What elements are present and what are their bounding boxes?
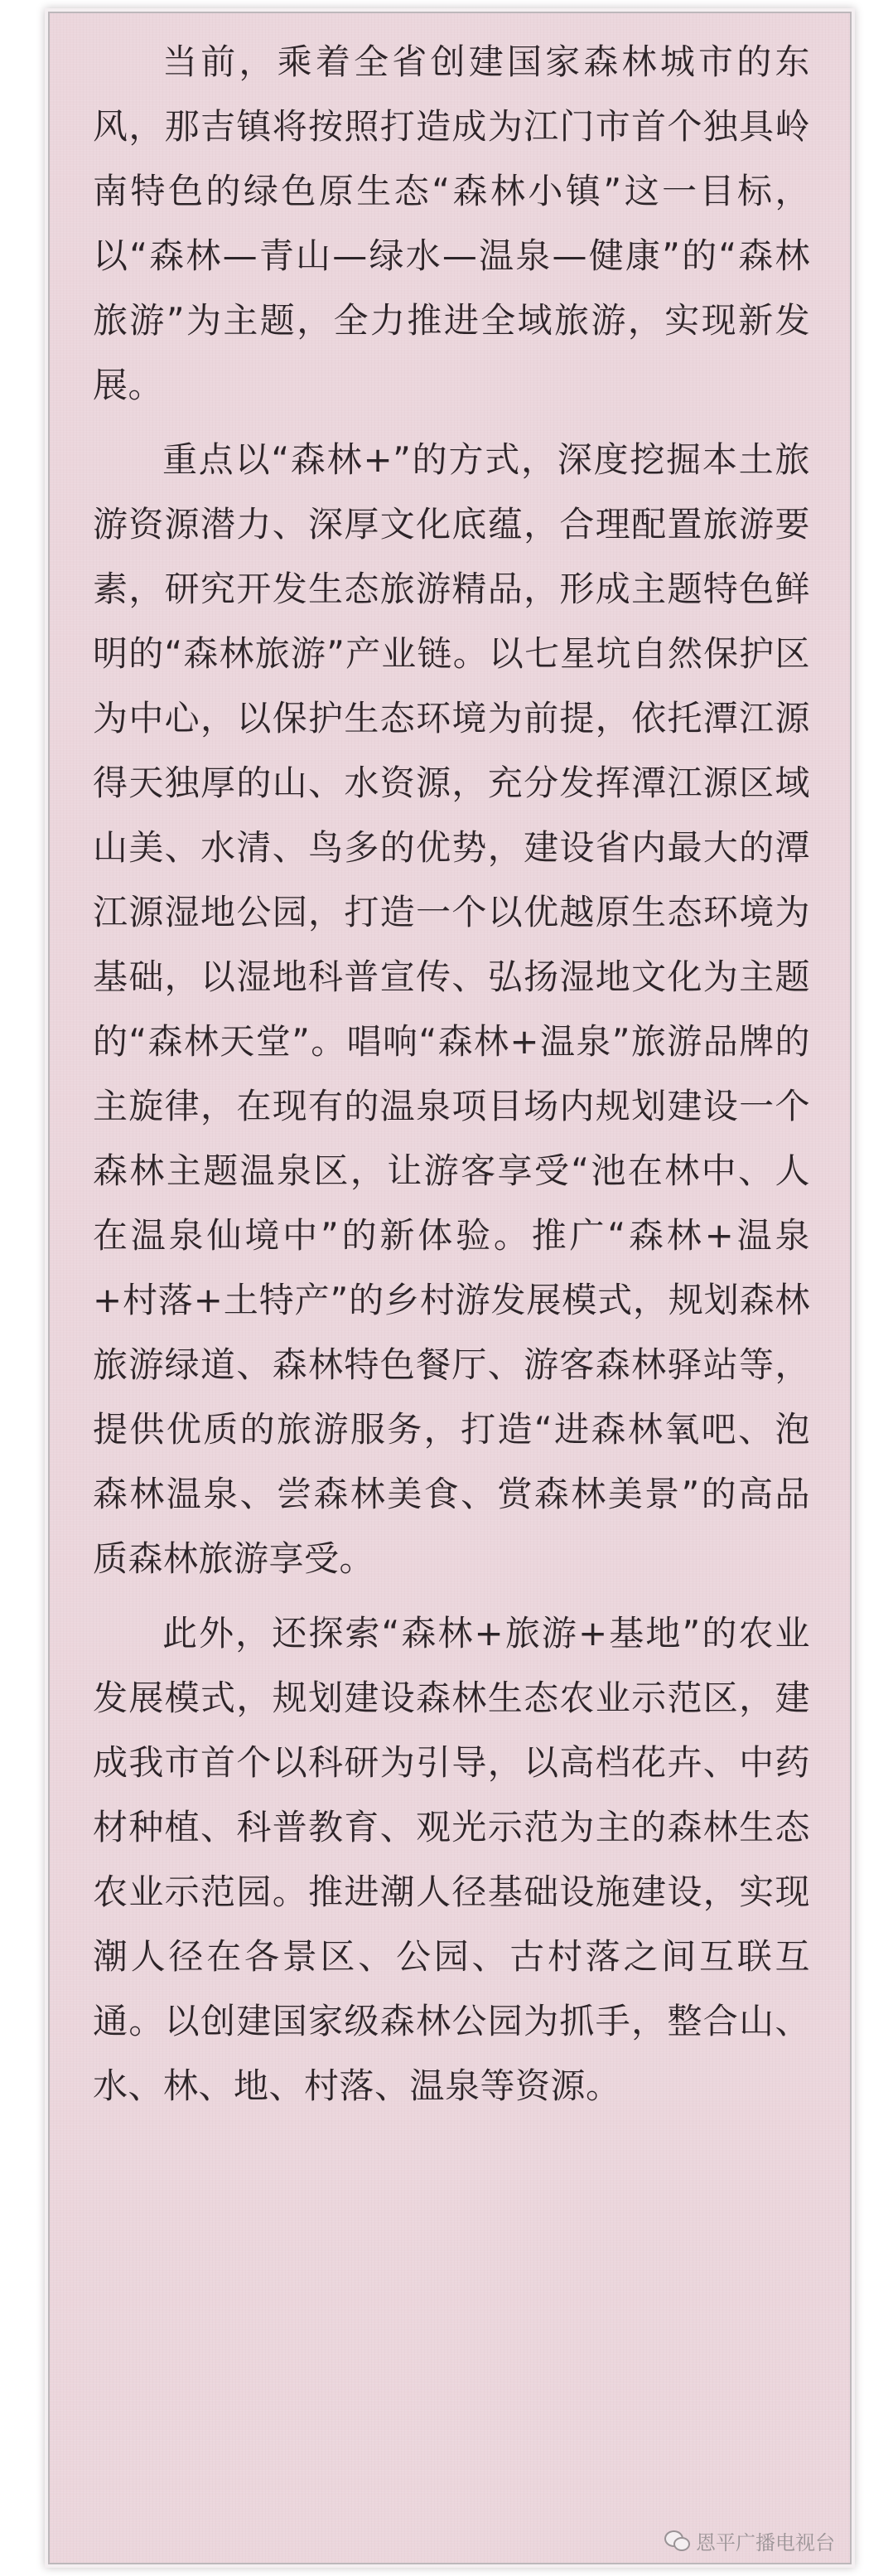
watermark-text: 恩平广播电视台: [696, 2531, 835, 2554]
watermark: [664, 2526, 835, 2555]
article-frame: [48, 12, 852, 2564]
paragraph-3: 此外，还探索“森林+旅游+基地”的农业发展模式，规划建设森林生态农业示范区，建成我市首个以科研为引导，以高档花卉、中药材种植、科普教育、观光示范为主的森林生态农业示范园。推进潮人径基础设施建设，实现潮人径在各景区、公园、古村落之间互联互通。以创建国家级森林公园为抓手，整合山、水、林、地、村落、温泉等资源。: [93, 1613, 810, 2106]
paragraph-2: 重点以“森林+”的方式，深度挖掘本土旅游资源潜力、深厚文化底蕴，合理配置旅游要素，研究开发生态旅游精品，形成主题特色鲜明的“森林旅游”产业链。以七星坑自然保护区为中心，以保护生态环境为前提，依托潭江源得天独厚的山、水资源，充分发挥潭江源区域山美、水清、鸟多的优势，建设省内最大的潭江源湿地公园，打造一个以优越原生态环境为基础，以湿地科普宣传、弘扬湿地文化为主题的“森林天堂”。唱响“森林+温泉”旅游品牌的主旋律，在现有的温泉项目场内规划建设一个森林主题温泉区，让游客享受“池在林中、人在温泉仙境中”的新体验。推广“森林+温泉+村落+土特产”的乡村游发展模式，规划森林旅游绿道、森林特色餐厅、游客森林驿站等，提供优质的旅游服务，打造“进森林氧吧、泡森林温泉、尝森林美食、赏森林美景”的高品质森林旅游享受。: [93, 439, 810, 1579]
article-content: [93, 30, 810, 2128]
wechat-icon: [664, 2530, 689, 2552]
paragraph-1: 当前，乘着全省创建国家森林城市的东风，那吉镇将按照打造成为江门市首个独具岭南特色的绿色原生态“森林小镇”这一目标，以“森林—青山—绿水—温泉—健康”的“森林旅游”为主题，全力推进全域旅游，实现新发展。: [93, 41, 810, 405]
